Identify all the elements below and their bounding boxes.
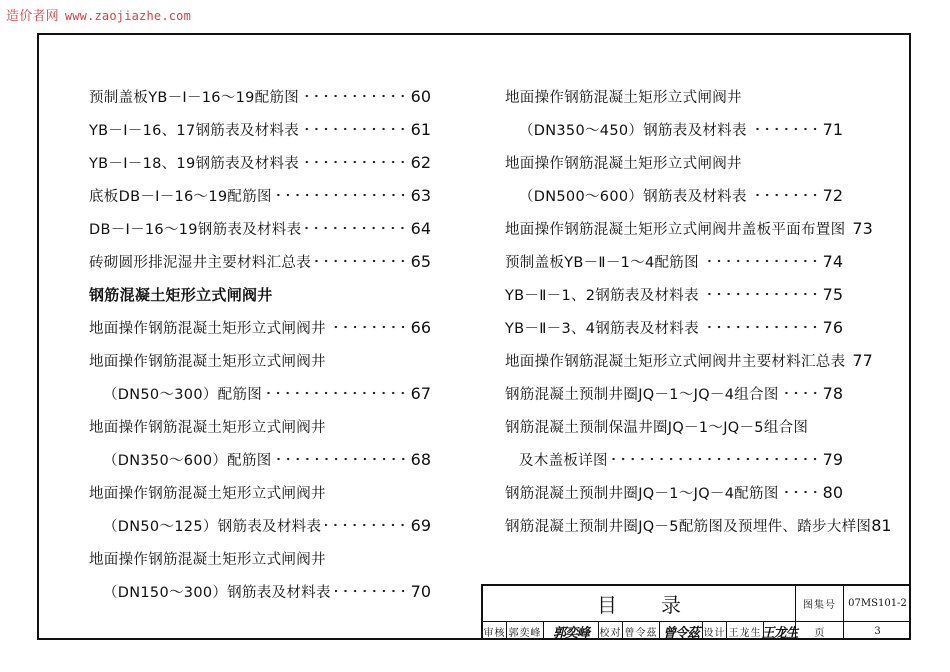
- dot-leader: [315, 253, 408, 268]
- toc-entry[interactable]: [505, 245, 843, 278]
- toc-entry-title: 钢筋混凝土预制保温井圈JQ－1～JQ－5组合图: [505, 420, 809, 436]
- toc-entry-page-number: 76: [822, 318, 843, 337]
- toc-right-column: [505, 80, 892, 542]
- drawing-name: 目录: [597, 593, 725, 617]
- toc-entry-title: 地面操作钢筋混凝土矩形立式闸阀井: [89, 321, 326, 337]
- toc-entry-page-number: 67: [410, 384, 431, 403]
- title-block: [481, 584, 911, 640]
- toc-entry-title: 钢筋混凝土矩形立式闸阀井: [89, 286, 273, 304]
- dot-leader: [751, 187, 820, 202]
- toc-entry[interactable]: [89, 575, 431, 608]
- toc-entry-title: （DN350～600）配筋图: [103, 453, 272, 469]
- dot-leader: [783, 385, 820, 400]
- toc-entry[interactable]: [505, 344, 873, 377]
- toc-entry: [505, 410, 843, 443]
- atlas-number-label: 图集号: [803, 600, 836, 611]
- dot-leader: [276, 451, 408, 466]
- dot-leader: [303, 88, 408, 103]
- reviewer-signature: 郭奕峰: [544, 622, 599, 640]
- toc-entry-title: （DN350～450）钢筋表及材料表: [519, 123, 747, 139]
- dot-leader: [325, 517, 407, 532]
- toc-entry[interactable]: [89, 245, 431, 278]
- review-label: 审核: [483, 622, 507, 640]
- designer-signature: 王龙生: [761, 625, 798, 641]
- toc-entry-title: 地面操作钢筋混凝土矩形立式闸阀井: [505, 156, 742, 172]
- toc-entry: [505, 146, 843, 179]
- design-label: 设计: [703, 622, 727, 640]
- toc-entry-page-number: 70: [410, 582, 431, 601]
- checker-signature: 曾令茲: [660, 622, 703, 640]
- designer-name: 王龙生: [727, 622, 764, 640]
- toc-section-heading: [89, 278, 431, 311]
- toc-entry[interactable]: [89, 443, 431, 476]
- dot-leader: [751, 121, 820, 136]
- toc-left-column: [89, 80, 431, 608]
- toc-entry-title: 地面操作钢筋混凝土矩形立式闸阀井盖板平面布置图: [505, 222, 846, 238]
- toc-entry-title: 及木盖板详图: [519, 453, 608, 469]
- dot-leader: [276, 187, 408, 202]
- dot-leader: [703, 319, 820, 334]
- dot-leader: [303, 154, 408, 169]
- toc-entry: [89, 542, 431, 575]
- toc-entry-title: 地面操作钢筋混凝土矩形立式闸阀井: [89, 552, 326, 568]
- toc-entry[interactable]: [89, 80, 431, 113]
- toc-entry-page-number: 65: [410, 252, 431, 271]
- toc-entry-page-number: 79: [822, 450, 843, 469]
- toc-entry-page-number: 75: [822, 285, 843, 304]
- toc-entry-title: 预制盖板YB－Ⅰ－16～19配筋图: [89, 90, 300, 106]
- toc-entry[interactable]: [505, 311, 843, 344]
- toc-entry[interactable]: [89, 212, 431, 245]
- toc-entry-page-number: 64: [410, 219, 431, 238]
- toc-entry[interactable]: [505, 113, 843, 146]
- dot-leader: [783, 484, 820, 499]
- dot-leader: [330, 319, 408, 334]
- reviewer-name: 郭奕峰: [507, 622, 544, 640]
- toc-entry[interactable]: [89, 179, 431, 212]
- toc-entry-title: 钢筋混凝土预制井圈JQ－5配筋图及预埋件、踏步大样图: [505, 519, 872, 535]
- toc-entry[interactable]: [505, 443, 843, 476]
- toc-entry-title: 砖砌圆形排泥湿井主要材料汇总表: [89, 255, 311, 271]
- toc-entry[interactable]: [89, 113, 431, 146]
- toc-entry-page-number: 77: [852, 351, 873, 370]
- toc-entry-title: （DN50～300）配筋图: [103, 387, 263, 403]
- toc-entry[interactable]: [505, 278, 843, 311]
- toc-entry-title: 底板DB－Ⅰ－16～19配筋图: [89, 189, 272, 205]
- toc-entry-page-number: 68: [410, 450, 431, 469]
- toc-entry-title: 钢筋混凝土预制井圈JQ－1～JQ－4配筋图: [505, 486, 779, 502]
- toc-entry-page-number: 80: [822, 483, 843, 502]
- toc-entry-title: 钢筋混凝土预制井圈JQ－1～JQ－4组合图: [505, 387, 779, 403]
- dot-leader: [335, 583, 408, 598]
- toc-entry-page-number: 72: [822, 186, 843, 205]
- dot-leader: [703, 253, 820, 268]
- toc-entry: [505, 80, 843, 113]
- toc-entry[interactable]: [89, 509, 431, 542]
- toc-entry: [89, 410, 431, 443]
- check-label: 校对: [599, 622, 623, 640]
- toc-entry[interactable]: [505, 179, 843, 212]
- toc-entry[interactable]: [505, 509, 892, 542]
- toc-entry-title: YB－Ⅱ－3、4钢筋表及材料表: [505, 321, 699, 337]
- toc-entry[interactable]: [89, 311, 431, 344]
- toc-entry-page-number: 69: [410, 516, 431, 535]
- page-number: 3: [874, 625, 881, 637]
- toc-entry-page-number: 73: [852, 219, 873, 238]
- toc-entry[interactable]: [505, 212, 873, 245]
- toc-entry-title: 地面操作钢筋混凝土矩形立式闸阀井: [505, 90, 742, 106]
- toc-entry-title: （DN50～125）钢筋表及材料表: [103, 519, 322, 535]
- toc-entry-page-number: 78: [822, 384, 843, 403]
- toc-entry: [89, 476, 431, 509]
- toc-entry-page-number: 66: [410, 318, 431, 337]
- toc-entry-title: YB－Ⅱ－1、2钢筋表及材料表: [505, 288, 699, 304]
- toc-entry: [89, 344, 431, 377]
- toc-entry-title: 地面操作钢筋混凝土矩形立式闸阀井: [89, 486, 326, 502]
- toc-entry-title: 地面操作钢筋混凝土矩形立式闸阀井: [89, 354, 326, 370]
- toc-entry[interactable]: [89, 377, 431, 410]
- toc-entry[interactable]: [505, 476, 843, 509]
- dot-leader: [303, 121, 408, 136]
- toc-entry-title: YB－Ⅰ－16、17钢筋表及材料表: [89, 123, 300, 139]
- dot-leader: [612, 451, 820, 466]
- toc-entry-page-number: 81: [871, 516, 892, 535]
- toc-entry-title: 地面操作钢筋混凝土矩形立式闸阀井: [89, 420, 326, 436]
- dot-leader: [266, 385, 408, 400]
- toc-entry-page-number: 71: [822, 120, 843, 139]
- signature-row: [483, 622, 798, 641]
- dot-leader: [305, 220, 407, 235]
- toc-entry-title: 地面操作钢筋混凝土矩形立式闸阀井主要材料汇总表: [505, 354, 846, 370]
- page-label: 页: [814, 627, 825, 639]
- toc-entry-page-number: 74: [822, 252, 843, 271]
- toc-entry-page-number: 61: [410, 120, 431, 139]
- watermark-url[interactable]: www.zaojiazhe.com: [64, 9, 192, 23]
- toc-entry[interactable]: [89, 146, 431, 179]
- toc-entry-title: 预制盖板YB－Ⅱ－1～4配筋图: [505, 255, 699, 271]
- watermark: [6, 5, 191, 24]
- toc-entry[interactable]: [505, 377, 843, 410]
- toc-entry-page-number: 63: [410, 186, 431, 205]
- toc-entry-title: （DN150～300）钢筋表及材料表: [103, 585, 331, 601]
- watermark-site-name: 造价者网: [6, 9, 59, 24]
- toc-entry-page-number: 60: [410, 87, 431, 106]
- dot-leader: [703, 286, 820, 301]
- toc-entry-title: YB－Ⅰ－18、19钢筋表及材料表: [89, 156, 300, 172]
- toc-entry-title: （DN500～600）钢筋表及材料表: [519, 189, 747, 205]
- checker-name: 曾令茲: [623, 622, 660, 640]
- toc-entry-title: DB－Ⅰ－16～19钢筋表及材料表: [89, 222, 302, 238]
- toc-entry-page-number: 62: [410, 153, 431, 172]
- atlas-number: 07MS101-2: [848, 598, 907, 609]
